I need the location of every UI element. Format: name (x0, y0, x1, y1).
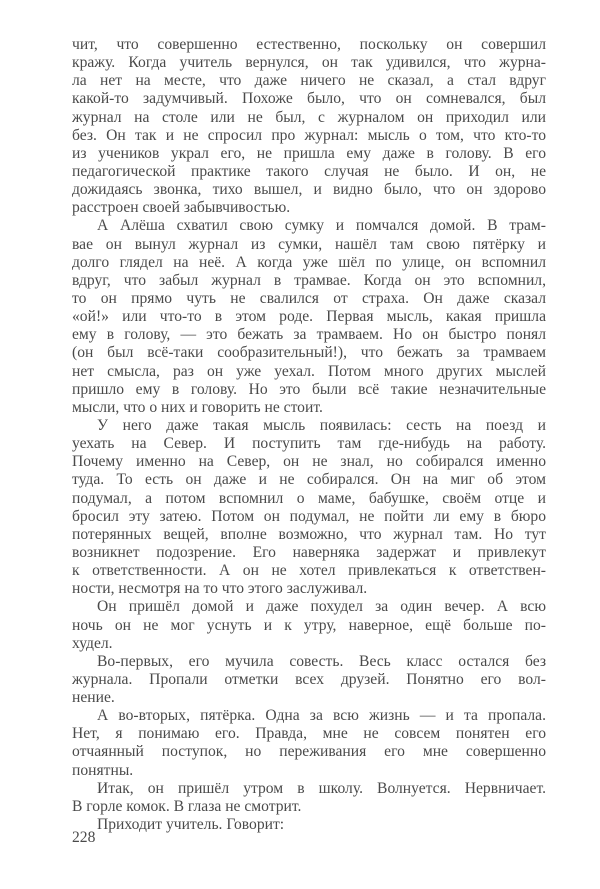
text-line: А во-вторых, пятёрка. Одна за всю жизнь — и та пропала. (97, 707, 546, 725)
text-line: ности, несмотря на то что этого заслуживал. (72, 580, 368, 598)
text-line: отчаянный поступок, но переживания его мне совершенно (72, 743, 546, 761)
text-line: расстроен своей забывчивостью. (72, 199, 291, 217)
text-line: какой-то задумчивый. Похоже было, что он сомневался, был (72, 90, 546, 108)
text-line: нение. (72, 689, 115, 707)
text-line: к ответственности. А он не хотел привлекаться к ответствен- (72, 562, 546, 580)
paragraph (72, 36, 546, 217)
paragraph (72, 780, 546, 816)
text-line: вае он вынул журнал из сумки, нашёл там свою пятёрку и (72, 235, 546, 253)
paragraph (72, 707, 546, 780)
text-line: дожидаясь звонка, тихо вышел, и видно было, что он здорово (72, 181, 546, 199)
text-line: подумал, а потом вспомнил о маме, бабушке, своём отце и (72, 489, 546, 507)
paragraph (72, 653, 546, 707)
text-line: уехать на Север. И поступить там где-нибудь на работу. (72, 435, 546, 453)
text-line: Приходит учитель. Говорит: (97, 816, 285, 834)
text-line: без. Он так и не спросил про журнал: мысль о том, что кто-то (72, 126, 546, 144)
text-line: «ой!» или что-то в этом роде. Первая мысль, какая пришла (72, 308, 546, 326)
text-line: из учеников украл его, не пришла ему даже в голову. В его (72, 144, 546, 162)
text-line: ла нет на месте, что даже ничего не сказал, а стал вдруг (72, 72, 546, 90)
text-line: мысли, что о них и говорить не стоит. (72, 398, 323, 416)
text-line: Итак, он пришёл утром в школу. Волнуется. Нервничает. (97, 779, 546, 797)
paragraph (72, 417, 546, 598)
book-page-text (72, 36, 546, 834)
text-line: А Алёша схватил свою сумку и помчался домой. В трам- (97, 217, 546, 235)
text-line: У него даже такая мысль появилась: сесть на поезд и (97, 416, 546, 434)
text-line: педагогической практике такого случая не было. И он, не (72, 162, 546, 180)
text-line: пришло ему в голову. Но это были всё такие незначительные (72, 380, 546, 398)
text-line: журнала. Пропали отметки всех друзей. Понятно его вол- (72, 670, 546, 688)
text-line: Он пришёл домой и даже похудел за один вечер. А всю (97, 598, 546, 616)
text-line: (он был всё-таки сообразительный!), что бежать за трамваем (72, 344, 546, 362)
text-line: чит, что совершенно естественно, поскольку он совершил (72, 36, 546, 53)
text-line: нет смысла, раз он уже уехал. Потом много других мыслей (72, 362, 546, 380)
text-line: понятны. (72, 761, 134, 779)
text-line: Почему именно на Север, он не знал, но собирался именно (72, 453, 546, 471)
text-line: вдруг, что забыл журнал в трамвае. Когда он это вспомнил, (72, 271, 546, 289)
text-line: долго глядел на неё. А когда уже шёл по улице, он вспомнил (72, 253, 546, 271)
page-number: 228 (72, 829, 96, 846)
text-line: Во-первых, его мучила совесть. Весь класс остался без (97, 652, 546, 670)
paragraph (72, 816, 546, 834)
text-line: худел. (72, 634, 113, 652)
text-line: журнал на столе или не был, с журналом он приходил или (72, 108, 546, 126)
text-line: то он прямо чуть не свалился от страха. Он даже сказал (72, 289, 546, 307)
paragraph (72, 598, 546, 652)
paragraph (72, 217, 546, 417)
text-line: бросил эту затею. Потом он подумал, не пойти ли ему в бюро (72, 507, 546, 525)
text-line: В горле комок. В глаза не смотрит. (72, 797, 302, 815)
text-line: кражу. Когда учитель вернулся, он так удивился, что журна- (72, 54, 546, 72)
text-line: Нет, я понимаю его. Правда, мне не совсем понятен его (72, 725, 546, 743)
text-line: ночь он не мог уснуть и к утру, наверное, ещё больше по- (72, 616, 546, 634)
text-line: потерянных вещей, вполне возможно, что журнал там. Но тут (72, 525, 546, 543)
text-line: возникнет подозрение. Его наверняка задержат и привлекут (72, 543, 546, 561)
text-line: ему в голову, — это бежать за трамваем. Но он быстро понял (72, 326, 546, 344)
text-line: туда. То есть он даже и не собирался. Он на миг об этом (72, 471, 546, 489)
